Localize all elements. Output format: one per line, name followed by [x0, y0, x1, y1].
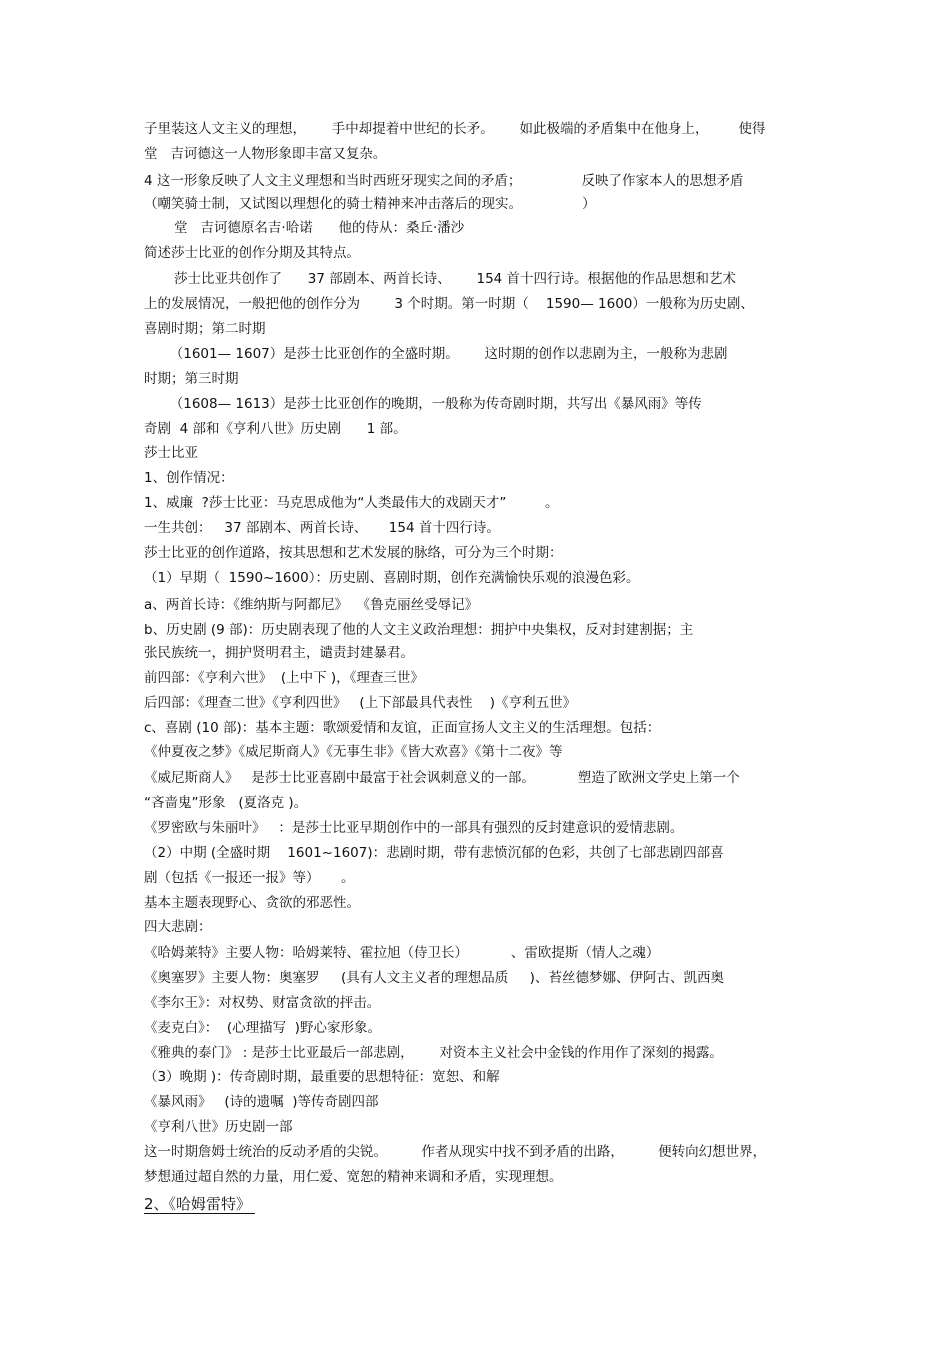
text-line: （1）早期（ 1590~1600）：历史剧、喜剧时期，创作充满愉快乐观的浪漫色彩。: [144, 570, 640, 586]
text-line: 莎士比亚: [144, 445, 198, 461]
text-line: “吝啬鬼”形象 (夏洛克 )。: [144, 795, 308, 811]
text-line: 《麦克白》： (心理描写 )野心家形象。: [144, 1020, 381, 1036]
text-line: 后四部：《理查二世》《亨利四世》 (上下部最具代表性 )《亨利五世》: [144, 695, 577, 711]
text-line: （3）晚期 )：传奇剧时期，最重要的思想特征：宽恕、和解: [144, 1069, 500, 1085]
text-line: 奇剧 4 部和《亨利八世》历史剧 1 部。: [144, 421, 407, 437]
text-line: 《暴风雨》 (诗的遗嘱 )等传奇剧四部: [144, 1094, 379, 1110]
text-line: 1、创作情况：: [144, 470, 234, 486]
text-line: 剧（包括《一报还一报》等） 。: [144, 870, 355, 886]
text-line: （嘲笑骑士制，又试图以理想化的骑士精神来冲击落后的现实。 ）: [144, 196, 596, 212]
text-line: 1、威廉 ?莎士比亚：马克思成他为“人类最伟大的戏剧天才” 。: [144, 495, 559, 511]
text-line: 《罗密欧与朱丽叶》 ：是莎士比亚早期创作中的一部具有强烈的反封建意识的爱情悲剧。: [144, 820, 684, 836]
text-line: （1608— 1613）是莎士比亚创作的晚期，一般称为传奇剧时期，共写出《暴风雨》等传: [144, 396, 702, 412]
text-line: （2）中期 (全盛时期 1601~1607)：悲剧时期，带有悲愤沉郁的色彩，共创了七部悲剧四部喜: [144, 845, 724, 861]
text-line: 四大悲剧：: [144, 919, 212, 935]
text-line: 一生共创： 37 部剧本、两首长诗、 154 首十四行诗。: [144, 520, 500, 536]
text-line: a、两首长诗：《维纳斯与阿都尼》 《鲁克丽丝受辱记》: [144, 597, 479, 613]
section-heading-text: 2、《哈姆雷特》: [144, 1195, 255, 1214]
text-line: 喜剧时期；第二时期: [144, 321, 266, 337]
text-line: b、历史剧 (9 部)：历史剧表现了他的人文主义政治理想：拥护中央集权，反对封建割据；主: [144, 622, 694, 638]
text-line: 莎士比亚的创作道路，按其思想和艺术发展的脉络，可分为三个时期：: [144, 545, 563, 561]
text-line: 基本主题表现野心、贪欲的邪恶性。: [144, 895, 360, 911]
text-line: 堂 吉诃德原名吉·哈诺 他的侍从：桑丘·潘沙: [144, 220, 465, 236]
text-line: 这一时期詹姆士统治的反动矛盾的尖锐。 作者从现实中找不到矛盾的出路， 便转向幻想世界，: [144, 1144, 767, 1160]
text-line: 《雅典的泰门》 : 是莎士比亚最后一部悲剧， 对资本主义社会中金钱的作用作了深刻的揭露。: [144, 1045, 723, 1061]
text-line: 《李尔王》：对权势、财富贪欲的抨击。: [144, 995, 381, 1011]
text-line: 堂 吉诃德这一人物形象即丰富又复杂。: [144, 146, 387, 162]
text-line: 4 这一形象反映了人文主义理想和当时西班牙现实之间的矛盾； 反映了作家本人的思想矛盾: [144, 173, 744, 189]
text-line: 梦想通过超自然的力量，用仁爱、宽恕的精神来调和矛盾，实现理想。: [144, 1169, 563, 1185]
text-line: 《威尼斯商人》 是莎士比亚喜剧中最富于社会讽刺意义的一部。 塑造了欧洲文学史上第一个: [144, 770, 740, 786]
text-line: 上的发展情况，一般把他的创作分为 3 个时期。第一时期（ 1590— 1600）一般称为历史剧、: [144, 296, 754, 312]
text-line: 子里装这人文主义的理想， 手中却提着中世纪的长矛。 如此极端的矛盾集中在他身上， 使得: [144, 121, 766, 137]
text-line: 前四部：《亨利六世》 (上中下 )，《理查三世》: [144, 670, 424, 686]
text-line: 张民族统一，拥护贤明君主，谴责封建暴君。: [144, 645, 414, 661]
text-line: 时期；第三时期: [144, 371, 239, 387]
text-line: 莎士比亚共创作了 37 部剧本、两首长诗、 154 首十四行诗。根据他的作品思想和艺术: [144, 271, 737, 287]
text-line: 《亨利八世》历史剧一部: [144, 1119, 293, 1135]
text-line: 《哈姆莱特》主要人物：哈姆莱特、霍拉旭（侍卫长） 、雷欧提斯（情人之魂）: [144, 945, 660, 961]
text-line: （1601— 1607）是莎士比亚创作的全盛时期。 这时期的创作以悲剧为主，一般称为悲剧: [144, 346, 728, 362]
text-line: 《奥塞罗》主要人物：奥塞罗 (具有人文主义者的理想品质 )、苔丝德梦娜、伊阿古、凯西奥: [144, 970, 724, 986]
section-heading: [144, 1194, 814, 1214]
text-line: c、喜剧 (10 部)：基本主题：歌颂爱情和友谊，正面宣扬人文主义的生活理想。包括：: [144, 720, 661, 736]
text-line: 《仲夏夜之梦》《威尼斯商人》《无事生非》《皆大欢喜》《第十二夜》等: [144, 744, 563, 760]
text-line: 简述莎士比亚的创作分期及其特点。: [144, 245, 360, 261]
